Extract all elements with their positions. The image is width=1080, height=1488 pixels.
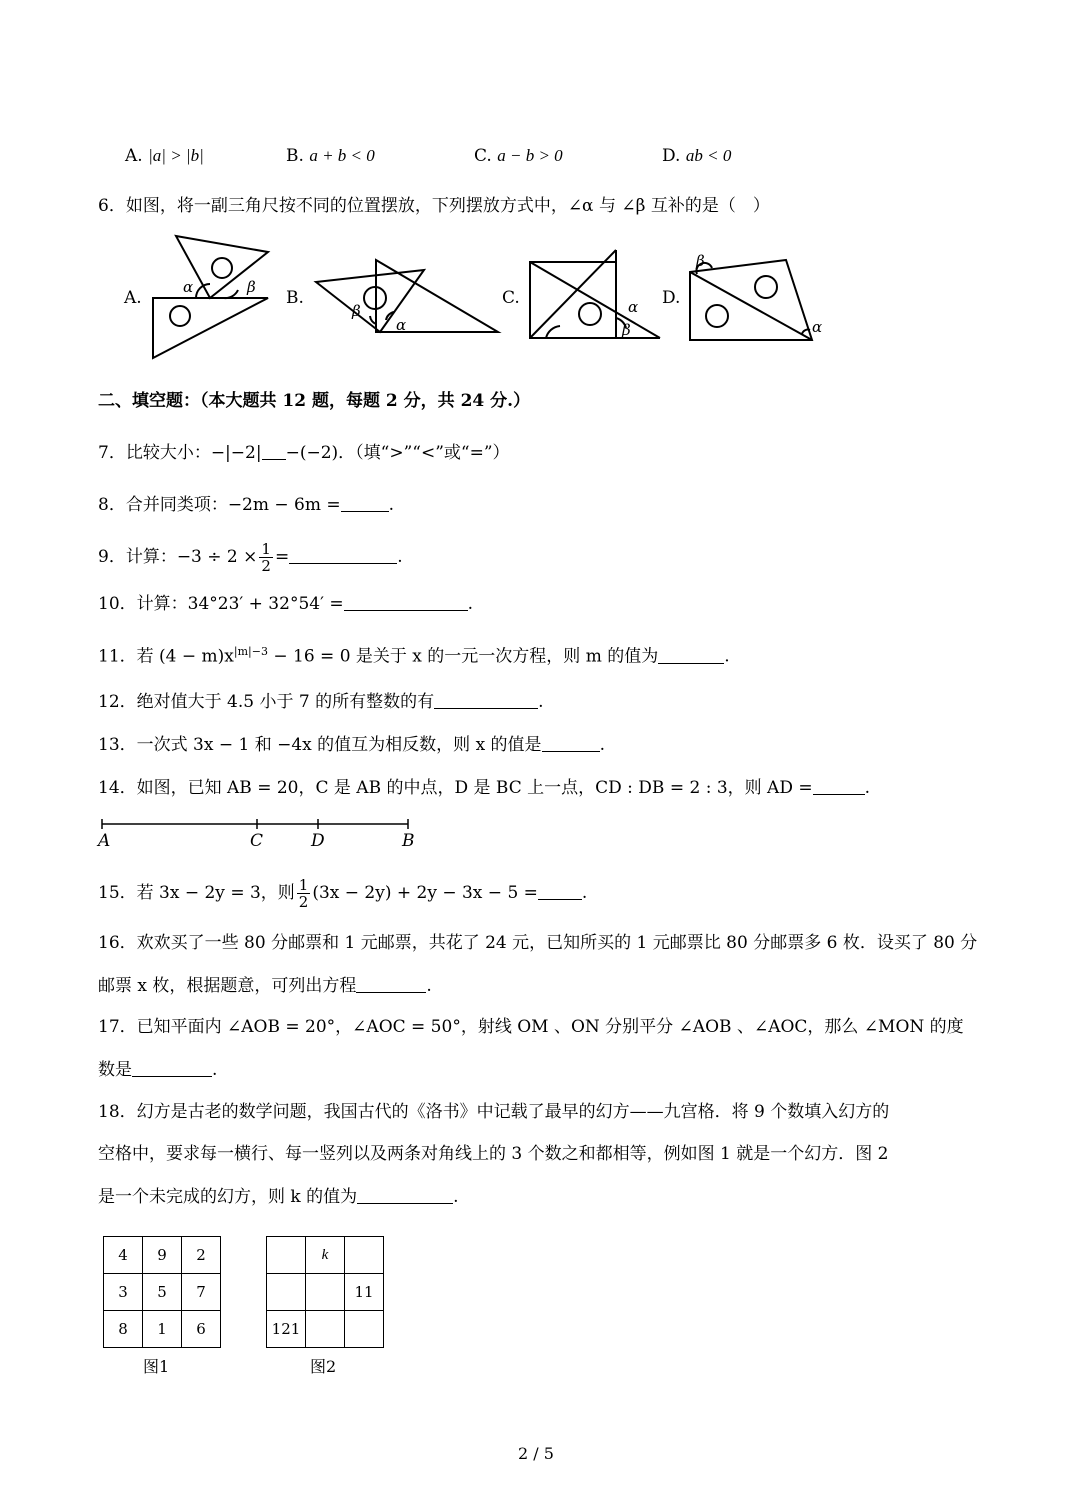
grid-cell <box>267 1237 306 1274</box>
answer-blank[interactable] <box>813 776 865 795</box>
grid-cell: 7 <box>182 1274 221 1311</box>
figure-b <box>316 260 498 332</box>
grid-cell: 2 <box>182 1237 221 1274</box>
q17-line1: 17．已知平面内 ∠AOB = 20°，∠AOC = 50°，射线 OM 、ON 分别平分 ∠AOB 、∠AOC，那么 ∠MON 的度 <box>98 1017 964 1037</box>
grid-cell <box>345 1237 384 1274</box>
q13: 13．一次式 3x − 1 和 −4x 的值互为相反数，则 x 的值是 . <box>98 735 605 755</box>
figure-2-caption: 图2 <box>310 1357 337 1376</box>
beta-a: β <box>247 278 256 296</box>
q5-option-c: C. a − b > 0 <box>474 146 563 166</box>
q5-option-d: D. ab < 0 <box>662 146 732 166</box>
grid-cell <box>306 1311 345 1348</box>
triangle-a1 <box>153 298 268 358</box>
q9: 9．计算：−3 ÷ 2 × $\frac{1}{2}$ = . <box>98 540 403 575</box>
alpha-d: α <box>812 318 823 336</box>
figure-1-caption: 图1 <box>143 1357 170 1376</box>
answer-blank[interactable] <box>542 733 600 752</box>
q6-text: 6．如图，将一副三角尺按不同的位置摆放，下列摆放方式中，∠α 与 ∠β 互补的是（ ） <box>98 196 770 216</box>
answer-blank[interactable] <box>341 493 389 512</box>
q6-label-b: B. <box>286 288 304 308</box>
q14: 14．如图，已知 AB = 20，C 是 AB 的中点，D 是 BC 上一点，CD : DB = 2 : 3，则 AD = . <box>98 778 871 798</box>
grid-cell: 1 <box>143 1311 182 1348</box>
section-heading: 二、填空题：（本大题共 12 题，每题 2 分，共 24 分.） <box>98 391 531 411</box>
triangle-b2 <box>376 260 498 332</box>
answer-blank[interactable] <box>132 1058 212 1077</box>
q7: 7．比较大小：−|−2| −(−2)．（填“>”“<”或“=”） <box>98 443 510 463</box>
answer-blank[interactable] <box>538 881 582 900</box>
triangle-d1 <box>690 260 812 340</box>
beta-d: β <box>696 252 705 270</box>
point-d: D <box>311 831 325 851</box>
answer-blank[interactable] <box>344 592 468 611</box>
figure-a <box>153 236 268 358</box>
grid-cell: 6 <box>182 1311 221 1348</box>
q16-line1: 16．欢欢买了一些 80 分邮票和 1 元邮票，共花了 24 元，已知所买的 1 元邮票比 80 分邮票多 6 枚．设买了 80 分 <box>98 933 978 953</box>
magic-square-2 <box>266 1236 384 1348</box>
grid-cell: 121 <box>267 1311 306 1348</box>
grid-cell: 3 <box>104 1274 143 1311</box>
grid-cell: 5 <box>143 1274 182 1311</box>
grid-cell <box>267 1274 306 1311</box>
answer-blank[interactable] <box>356 974 426 993</box>
alpha-a: α <box>183 278 194 296</box>
figure-d <box>690 260 812 340</box>
grid-cell: 11 <box>345 1274 384 1311</box>
q10: 10．计算：34°23′ + 32°54′ = . <box>98 594 473 614</box>
q5-option-b: B. a + b < 0 <box>286 146 375 166</box>
point-b: B <box>402 831 415 851</box>
alpha-c: α <box>628 298 639 316</box>
answer-blank[interactable] <box>357 1185 453 1204</box>
q6-label-a: A. <box>124 288 142 308</box>
grid-cell: 9 <box>143 1237 182 1274</box>
point-a: A <box>98 831 111 851</box>
q6-label-c: C. <box>502 288 520 308</box>
answer-blank[interactable] <box>658 645 724 664</box>
q5-option-a: A. |a| > |b| <box>125 146 204 166</box>
q17-line2: 数是 . <box>98 1060 218 1080</box>
q8: 8．合并同类项：−2m − 6m = . <box>98 495 395 515</box>
q18-line2: 空格中，要求每一横行、每一竖列以及两条对角线上的 3 个数之和都相等，例如图 1 就是一个幻方．图 2 <box>98 1144 889 1164</box>
grid-cell: 8 <box>104 1311 143 1348</box>
answer-blank[interactable] <box>262 441 286 460</box>
page-number: 2 / 5 <box>518 1444 554 1463</box>
grid-cell: 4 <box>104 1237 143 1274</box>
beta-b: β <box>352 302 361 320</box>
grid-cell-k: k <box>306 1237 345 1274</box>
grid-cell <box>345 1311 384 1348</box>
beta-c: β <box>622 321 631 339</box>
grid-cell <box>306 1274 345 1311</box>
answer-blank[interactable] <box>289 545 397 564</box>
q6-label-d: D. <box>662 288 681 308</box>
q15: 15．若 3x − 2y = 3，则 $\frac{1}{2}$ (3x − 2y) + 2y − 3x − 5 = . <box>98 876 588 911</box>
q18-line1: 18．幻方是古老的数学问题，我国古代的《洛书》中记载了最早的幻方——九宫格．将 9 个数填入幻方的 <box>98 1102 890 1122</box>
q18-line3: 是一个未完成的幻方，则 k 的值为 . <box>98 1187 459 1207</box>
q6-figures <box>0 0 1080 400</box>
answer-blank[interactable] <box>434 690 538 709</box>
figure-c <box>530 250 660 338</box>
q14-segment-figure <box>90 814 430 858</box>
alpha-b: α <box>396 316 407 334</box>
q11: 11．若 $(4 - m)x^{|m|-3} - 16 = 0$ 是关于 x 的一元一次方程，则 m 的值为 . <box>98 645 730 667</box>
magic-square-1 <box>103 1236 221 1348</box>
q16-line2: 邮票 x 枚，根据题意，可列出方程 . <box>98 976 432 996</box>
point-c: C <box>250 831 264 851</box>
q12: 12．绝对值大于 4.5 小于 7 的所有整数的有 . <box>98 692 544 712</box>
